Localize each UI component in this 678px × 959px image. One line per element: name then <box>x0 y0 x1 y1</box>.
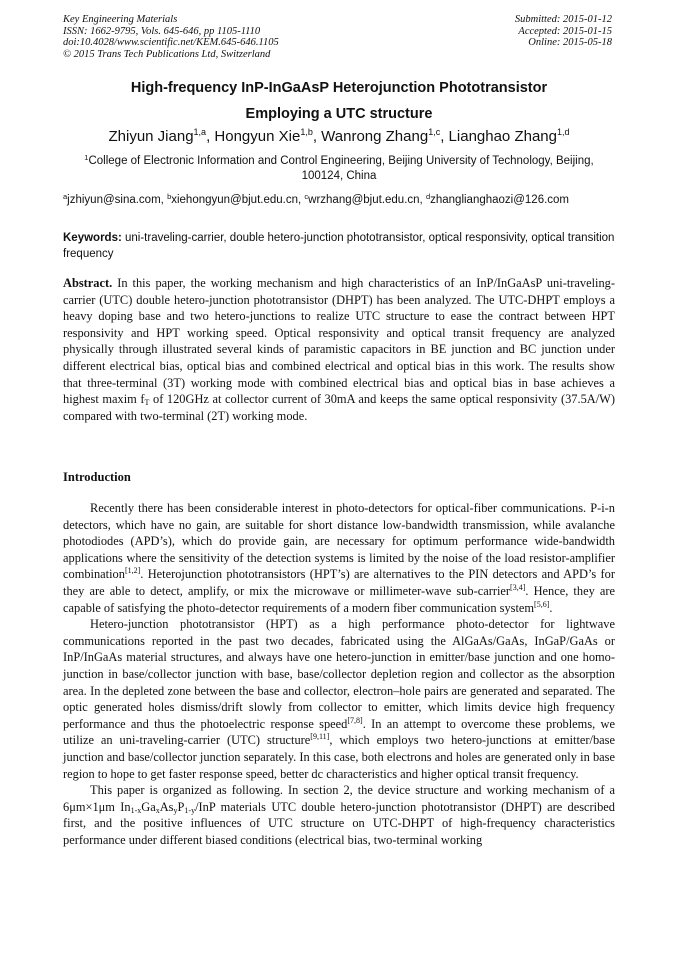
author-list <box>63 128 615 145</box>
email-address: zhanglianghaozi@126.com <box>430 194 570 206</box>
journal-name: Key Engineering Materials <box>63 14 178 25</box>
citation: [1,2] <box>124 566 141 576</box>
email-mark: b <box>167 192 172 201</box>
accepted-date: Accepted: 2015-01-15 <box>518 25 612 37</box>
author-affiliation-mark: 1,c <box>428 127 441 137</box>
author-name: Wanrong Zhang <box>321 128 429 145</box>
paragraph-text: , which employs two hetero-junctions at emitter/base junction and base/collector junction separately. In this case, both electrons and holes are generated only in base region to hope to get faster response speed, better dc characteristics and higher optical transit frequency. <box>63 733 615 781</box>
author-affiliation-mark: 1,d <box>556 127 570 137</box>
citation: [9,11] <box>310 732 330 742</box>
author-affiliation-mark: 1,a <box>193 127 207 137</box>
paragraph-text: /InP materials UTC double hetero-junction phototransistor (DHPT) are described first, and the positive influences of UTC structure on UTC-DHPT of high-frequency characteristics performance under different biased conditions (electrical bias, two-terminal working <box>63 799 616 847</box>
citation: [5,6] <box>534 599 550 609</box>
keywords-label: Keywords: <box>63 232 122 244</box>
affiliation-mark: 1 <box>84 153 89 162</box>
paragraph-text: Ga <box>141 799 156 814</box>
paragraph-text: . Heterojunction phototransistors (HPT’s) are alternatives to the PIN detectors and APD’s for they are able to detect, amplify, or mix the microwave or millimeter-wave sub-carrier <box>63 567 615 598</box>
journal-issn: ISSN: 1662-9795, Vols. 645-646, pp 1105-1110 <box>63 25 261 37</box>
abstract-subscript: T <box>144 398 150 408</box>
paragraph-text: . <box>549 600 553 615</box>
author-separator: , <box>206 128 215 145</box>
author-name: Lianghao Zhang <box>448 128 557 145</box>
author-emails <box>63 194 615 206</box>
journal-header-right <box>515 14 612 49</box>
journal-copyright: © 2015 Trans Tech Publications Ltd, Switzerland <box>63 48 271 60</box>
email-separator: , <box>419 194 426 206</box>
introduction-body <box>63 500 615 848</box>
email-separator: , <box>160 194 168 206</box>
paragraph-text: Hetero-junction phototransistor (HPT) as a high performance photo-detector for lightwave communications reported in the past two decades, fabricated using the AlGaAs/GaAs, InGaP/GaAs or InP/InGaAs material structures, and always have one hetero-junction in emitter/base junction and one homo-junction in base/collector junction with base, base/collector depletion region and collector as the absorption area. In the depleted zone between the base and collector, electron–hole pairs are generated and separated. The optic generated holes dismiss/drift slowly from collector to emitter, which limits device high frequency performance and thus the photoelectric response speed <box>63 617 615 731</box>
paragraph-text: P <box>177 799 185 814</box>
email-address: wrzhang@bjut.edu.cn <box>308 194 420 206</box>
citation: [3,4] <box>510 582 526 592</box>
affiliation-text: College of Electronic Information and Control Engineering, Beijing University of Technology, Beijing, 100124, China <box>88 155 594 182</box>
paragraph <box>63 500 615 616</box>
paragraph <box>63 616 615 782</box>
formula-subscript: x <box>155 805 160 815</box>
paragraph-text: Recently there has been considerable interest in photo-detectors for optical-fiber communications. P-i-n detectors, which have no gain, are suitable for short distance low-bandwidth transmission, while avalanche photodiodes (APD’s), which do provide gain, are necessary for optimum performance wide-bandwidth applications where the sensitivity of the detection systems is limited by the noise of the load resistor-amplifier combination <box>63 501 615 582</box>
abstract-text: In this paper, the working mechanism and high characteristics of an InP/InGaAsP uni-traveling-carrier (UTC) double hetero-junction phototransistor (DHPT) has been analyzed. The UTC-DHPT employs a heavy doping base and two hetero-junctions to realize UTC structure to ease the contract between HPT responsivity and HPT working speed. Optical responsivity and optical transit frequency are analyzed physically through illustrated several kinds of paramistic capacitors in BE junction and BC junction under different electrical bias, optical bias and combined electrical and optical bias in this work. The results show that three-terminal (3T) working mode with combined electrical bias and optical bias in base achieves a highest maxim f <box>63 276 615 407</box>
email-address: xiehongyun@bjut.edu.cn <box>171 194 298 206</box>
abstract-label: Abstract. <box>63 276 113 290</box>
author-separator: , <box>312 128 322 145</box>
keywords-text: uni-traveling-carrier, double hetero-junction phototransistor, optical responsivity, optical transition frequency <box>63 232 615 260</box>
paper-title-line-2: Employing a UTC structure <box>245 106 433 122</box>
affiliation <box>63 154 615 184</box>
formula-subscript: y <box>173 805 178 815</box>
paragraph-text: . In an attempt to overcome these problems, we utilize an uni-traveling-carrier (UTC) structure <box>63 716 615 748</box>
author-name: Zhiyun Jiang <box>108 128 194 145</box>
formula-subscript: 1-x <box>130 805 142 815</box>
citation: [7,8] <box>347 715 363 725</box>
journal-header-left <box>63 14 279 60</box>
paragraph-text: This paper is organized as following. In section 2, the device structure and working mechanism of a 6μm×1μm In <box>63 783 615 814</box>
paper-title-line-1: High-frequency InP-InGaAsP Heterojunction Phototransistor <box>130 80 548 96</box>
author-separator: , <box>440 128 449 145</box>
email-mark: a <box>63 192 68 201</box>
abstract <box>63 275 615 424</box>
keywords <box>63 230 615 262</box>
paragraph-text: . Hence, they are capable of satisfying the photo-detector requirements of a modern fiber communication system <box>63 583 616 615</box>
email-mark: c <box>304 192 309 201</box>
abstract-text: of 120GHz at collector current of 30mA and keeps the same optical responsivity (37.5A/W) compared with two-terminal (2T) working mode. <box>63 392 615 423</box>
journal-doi: doi:10.4028/www.scientific.net/KEM.645-646.1105 <box>63 37 279 48</box>
section-heading-introduction: Introduction <box>63 470 131 484</box>
submitted-date: Submitted: 2015-01-12 <box>514 14 612 25</box>
paragraph <box>63 782 615 848</box>
email-mark: d <box>425 192 431 201</box>
email-separator: , <box>298 194 305 206</box>
formula-subscript: 1-y <box>184 805 196 815</box>
paragraph-text: As <box>159 799 174 814</box>
email-address: jzhiyun@sina.com <box>67 194 161 206</box>
author-affiliation-mark: 1,b <box>300 127 313 137</box>
author-name: Hongyun Xie <box>214 128 301 145</box>
online-date: Online: 2015-05-18 <box>528 37 612 48</box>
